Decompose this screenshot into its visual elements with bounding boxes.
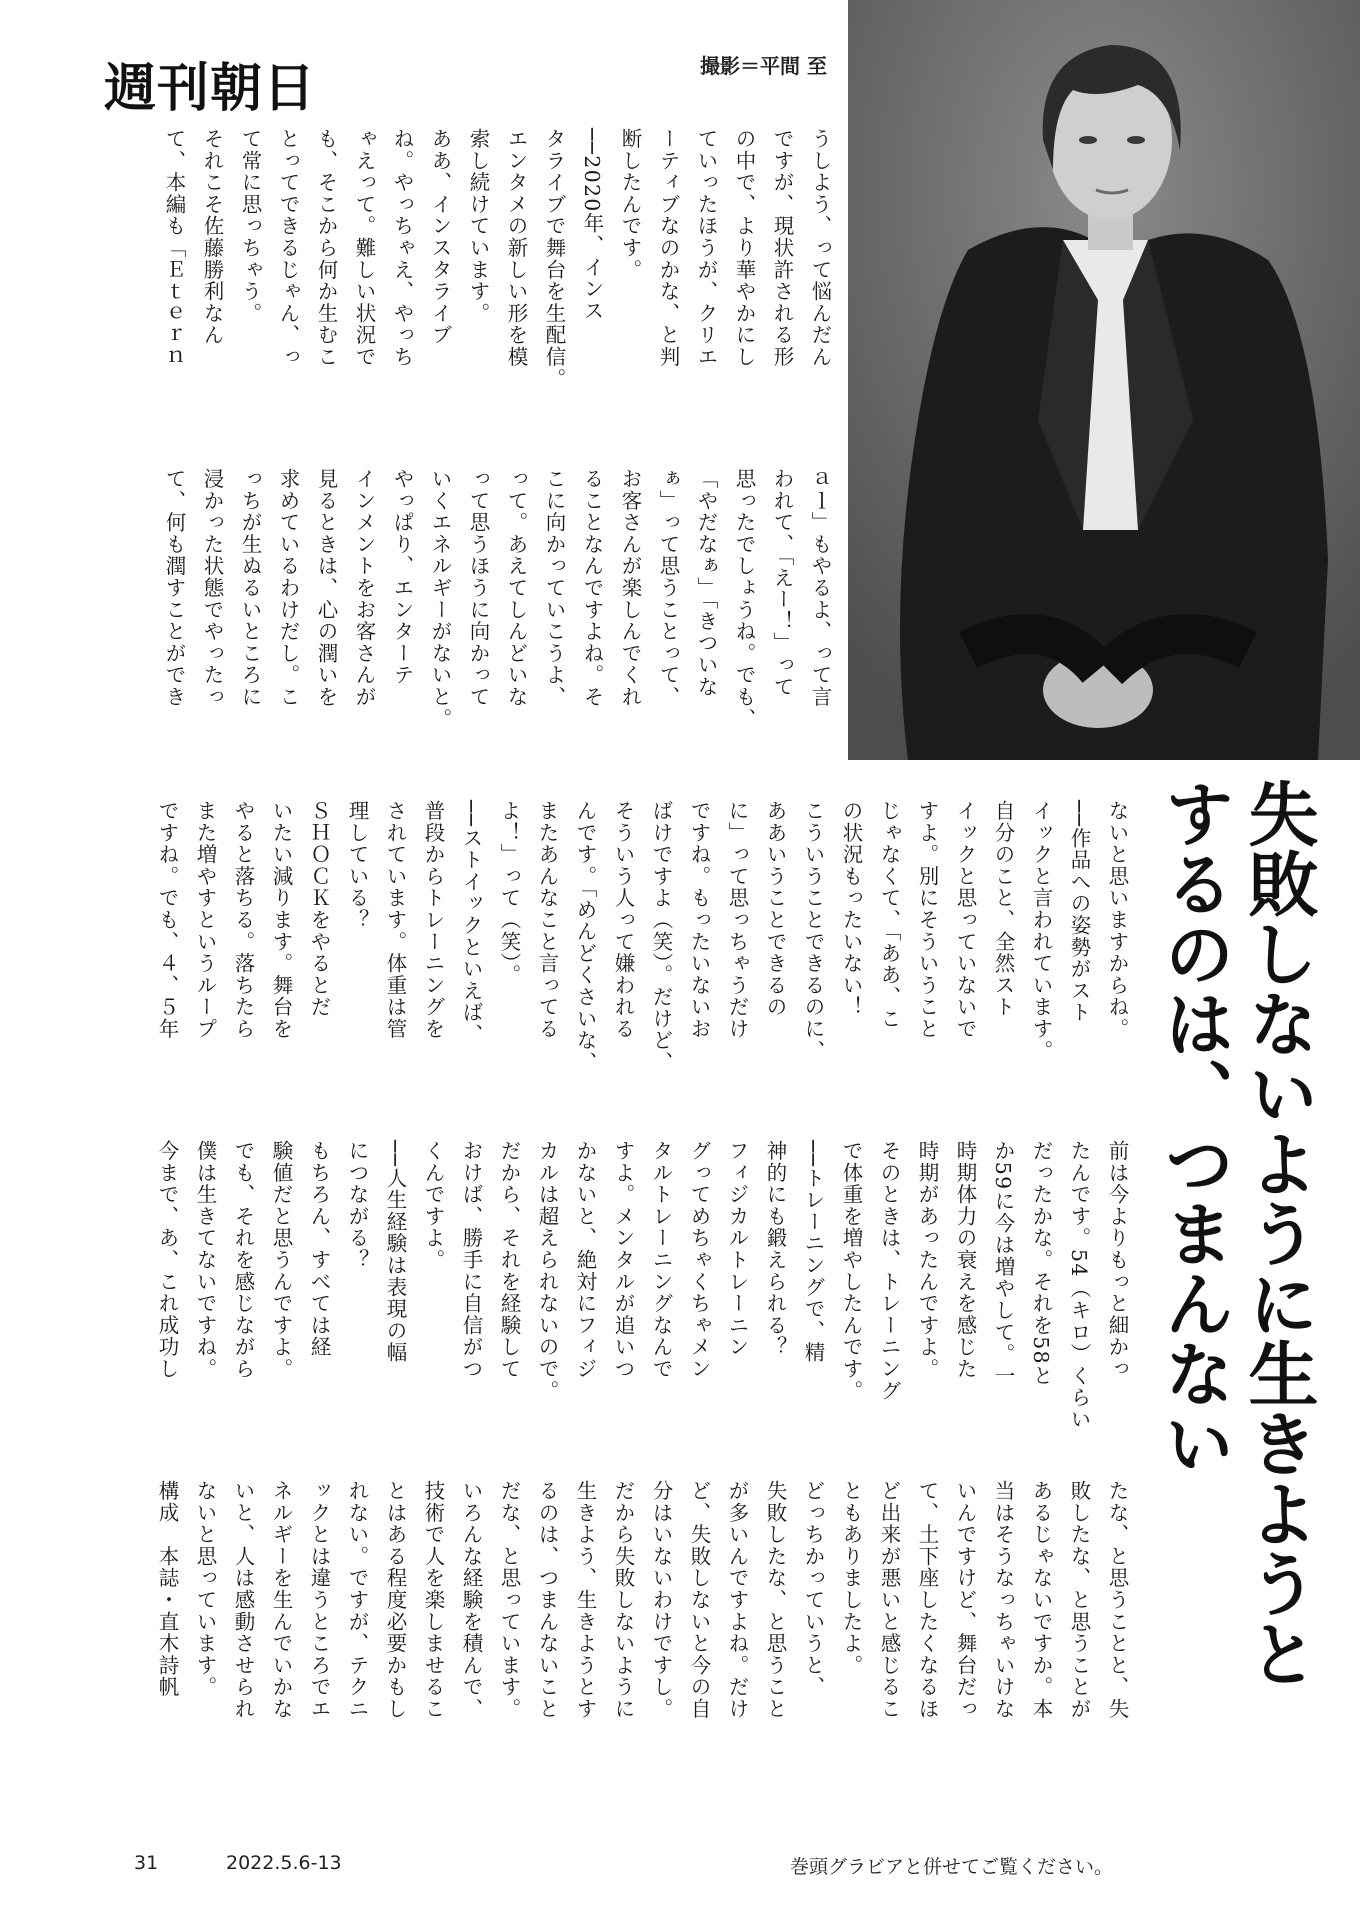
col-a-line: ＳＨＯＣＫをやるとだ [307, 800, 331, 1018]
col-b-line: か59に今は増やして。一 [991, 1140, 1015, 1387]
col-a-line: ──作品への姿勢がスト [1067, 800, 1091, 1024]
col-b-line: 験値だと思うんですよ。 [269, 1140, 293, 1380]
col-a-line: すよ。別にそういうこと [915, 800, 939, 1040]
col-c-line: 生きよう、生きようとす [573, 1480, 597, 1720]
col-c-line: ど、失敗しないと今の自 [687, 1480, 711, 1720]
col-c-line: ネルギーを生んでいかな [269, 1480, 293, 1720]
col-a-line: じゃなくて、「ああ、こ [877, 800, 901, 1030]
portrait-illustration [848, 0, 1360, 760]
col-a-line: ですね。もったいないお [687, 800, 711, 1040]
col-b-line: だから、それを経験して [497, 1140, 521, 1380]
middle-tier-line: 求めているわけだし。こ [276, 468, 300, 708]
top-tier-line: ああ、インスタライブ [428, 128, 452, 346]
top-tier-line: それこそ佐藤勝利なん [200, 128, 224, 346]
col-c-line: ないと思っています。 [193, 1480, 217, 1698]
top-tier-line: も、そこから何か生むこ [314, 128, 338, 368]
col-b-line: タルトレーニングなんで [649, 1140, 673, 1380]
col-c-line: ックとは違うところでエ [307, 1480, 331, 1720]
page-number: 31 [134, 1852, 159, 1874]
col-c-line: 敗したな、と思うことが [1067, 1480, 1091, 1720]
middle-tier-line: っちが生ぬるいところに [238, 468, 262, 708]
col-c-line: 当はそうなっちゃいけな [991, 1480, 1015, 1720]
middle-tier-line: こに向かっていこうよ、 [542, 468, 566, 708]
col-a-line: 自分のこと、全然スト [991, 800, 1015, 1018]
top-tier-line: 索し続けています。 [466, 128, 490, 325]
col-c-line: 技術で人を楽しませるこ [421, 1480, 445, 1720]
col-a-line: んです。「めんどくさいな、 [573, 800, 597, 1074]
middle-tier-line: て、何も潤すことができ [162, 468, 186, 708]
col-c-line: あるじゃないですか。本 [1029, 1480, 1053, 1720]
col-a-line: の状況もったいない！ [839, 800, 863, 1018]
top-tier-line: ね。やっちゃえ、やっち [390, 128, 414, 368]
middle-tier-line: やっぱり、エンターテ [390, 468, 414, 686]
col-c-line: ど出来が悪いと感じるこ [877, 1480, 901, 1720]
top-tier-line: とってできるじゃん、っ [276, 128, 300, 368]
middle-tier-line: って思うほうに向かって [466, 468, 490, 708]
col-b-line: すよ。メンタルが追いつ [611, 1140, 635, 1380]
col-b-line: 前は今よりもっと細かっ [1105, 1140, 1129, 1380]
col-b-line: たんです。54（キロ）くらい [1067, 1140, 1091, 1431]
col-a-line: こういうことできるのに、 [801, 800, 825, 1062]
col-c-line: 構成 本誌・直木詩帆 [155, 1480, 179, 1698]
middle-tier-line: インメントをお客さんが [352, 468, 376, 708]
col-a-line: いたい減ります。舞台を [269, 800, 293, 1040]
col-b-line: グってめちゃくちゃメン [687, 1140, 711, 1380]
headline-line-2: するのは、つまんない [1153, 778, 1235, 1478]
col-a-line: ですね。でも、４、５年 [155, 800, 179, 1040]
col-b-line: 今まで、あ、これ成功し [155, 1140, 179, 1380]
col-a-line: イックと思っていないで [953, 800, 977, 1040]
col-a-line: に」って思っちゃうだけ [725, 800, 749, 1040]
col-a-line: 理している？ [345, 800, 369, 931]
col-c-line: だから失敗しないように [611, 1480, 635, 1720]
col-c-line: て、土下座したくなるほ [915, 1480, 939, 1720]
top-tier-line: て常に思っちゃう。 [238, 128, 262, 325]
col-c-line: どっちかっていうと、 [801, 1480, 825, 1698]
col-b-line: かないと、絶対にフィジ [573, 1140, 597, 1380]
col-a-line: よ！」って（笑）。 [497, 800, 521, 986]
col-b-line: 時期体力の衰えを感じた [953, 1140, 977, 1380]
col-b-line: だったかな。それを58と [1029, 1140, 1053, 1387]
footer-note: 巻頭グラビアと併せてご覧ください。 [790, 1856, 1114, 1878]
col-b-line: 神的にも鍛えられる？ [763, 1140, 787, 1358]
portrait-photo [848, 0, 1360, 760]
col-b-line: でも、それを感じながら [231, 1140, 255, 1380]
top-tier-line: タライブで舞台を生配信。 [542, 128, 566, 390]
col-b-line: につながる？ [345, 1140, 369, 1271]
col-b-line: おけば、勝手に自信がつ [459, 1140, 483, 1380]
middle-tier-line: ることなんですよね。そ [580, 468, 604, 708]
col-a-line: 普段からトレーニングを [421, 800, 445, 1040]
col-c-line: いと、人は感動させられ [231, 1480, 255, 1720]
col-b-line: フィジカルトレーニン [725, 1140, 749, 1358]
col-c-line: いろんな経験を積んで、 [459, 1480, 483, 1720]
col-a-line: やると落ちる。落ちたら [231, 800, 255, 1040]
top-tier-line: うしよう、って悩んだん [808, 128, 832, 368]
col-c-line: たな、と思うことと、失 [1105, 1480, 1129, 1720]
col-a-line: イックと言われています。 [1029, 800, 1053, 1062]
col-b-line: ──人生経験は表現の幅 [383, 1140, 407, 1364]
col-b-line: くんですよ。 [421, 1140, 445, 1271]
col-c-line: だな、と思っています。 [497, 1480, 521, 1720]
top-tier-line: ──2020年、インス [580, 128, 604, 322]
col-a-line: そういう人って嫌われる [611, 800, 635, 1040]
col-c-line: 分はいないわけですし。 [649, 1480, 673, 1720]
top-tier-line: ですが、現状許される形 [770, 128, 794, 368]
col-b-line: もちろん、すべては経 [307, 1140, 331, 1358]
middle-tier-line: われて、「えー！」って [770, 468, 794, 698]
magazine-masthead: 週刊朝日 [104, 59, 317, 119]
top-tier-line: ーティブなのかな、と判 [656, 128, 680, 368]
col-b-line: ──トレーニングで、精 [801, 1140, 825, 1364]
col-c-line: 失敗したな、と思うこと [763, 1480, 787, 1720]
middle-tier-line: 見るときは、心の潤いを [314, 468, 338, 708]
middle-tier-line: 「やだなぁ」「きついな [694, 468, 718, 698]
middle-tier-line: いくエネルギーがないと。 [428, 468, 452, 730]
middle-tier-line: ａｌ」もやるよ、って言 [808, 468, 832, 708]
col-a-line: されています。体重は管 [383, 800, 407, 1040]
middle-tier-line: 思ったでしょうね。でも、 [732, 468, 756, 730]
col-c-line: とはある程度必要かもし [383, 1480, 407, 1720]
col-b-line: そのときは、トレーニング [877, 1140, 901, 1402]
col-a-line: ああいうことできるの [763, 800, 787, 1018]
col-b-line: 僕は生きてないですね。 [193, 1140, 217, 1380]
col-b-line: 時期があったんですよ。 [915, 1140, 939, 1380]
col-a-line: ばけですよ（笑）。だけど、 [649, 800, 673, 1074]
middle-tier-line: お客さんが楽しんでくれ [618, 468, 642, 708]
middle-tier-line: って。あえてしんどいな [504, 468, 528, 708]
top-tier-line: ゃえって。難しい状況で [352, 128, 376, 368]
col-c-line: いんですけど、舞台だっ [953, 1480, 977, 1720]
col-c-line: れない。ですが、テクニ [345, 1480, 369, 1720]
photo-credit: 撮影＝平間 至 [700, 54, 827, 78]
top-tier-line: の中で、より華やかにし [732, 128, 756, 368]
top-tier-line: ていったほうが、クリエ [694, 128, 718, 368]
col-c-line: るのは、つまんないこと [535, 1480, 559, 1720]
col-a-line: またあんなこと言ってる [535, 800, 559, 1040]
col-a-line: ないと思いますからね。 [1105, 800, 1129, 1040]
col-b-line: カルは超えられないので。 [535, 1140, 559, 1402]
top-tier-line: て、本編も「Ｅｔｅｒｎ [162, 128, 186, 368]
top-tier-line: 断したんです。 [618, 128, 642, 281]
middle-tier-line: 浸かった状態でやったっ [200, 468, 224, 708]
col-b-line: で体重を増やしたんです。 [839, 1140, 863, 1402]
headline-line-1: 失敗しないように生きようと [1237, 778, 1319, 1688]
middle-tier-line: ぁ」って思うことって、 [656, 468, 680, 708]
top-tier-line: エンタメの新しい形を模 [504, 128, 528, 368]
col-a-line: ──ストイックといえば、 [459, 800, 483, 1046]
col-a-line: また増やすというループ [193, 800, 217, 1040]
issue-date: 2022.5.6-13 [226, 1852, 342, 1874]
col-c-line: が多いんですよね。だけ [725, 1480, 749, 1720]
col-c-line: ともありましたよ。 [839, 1480, 863, 1677]
